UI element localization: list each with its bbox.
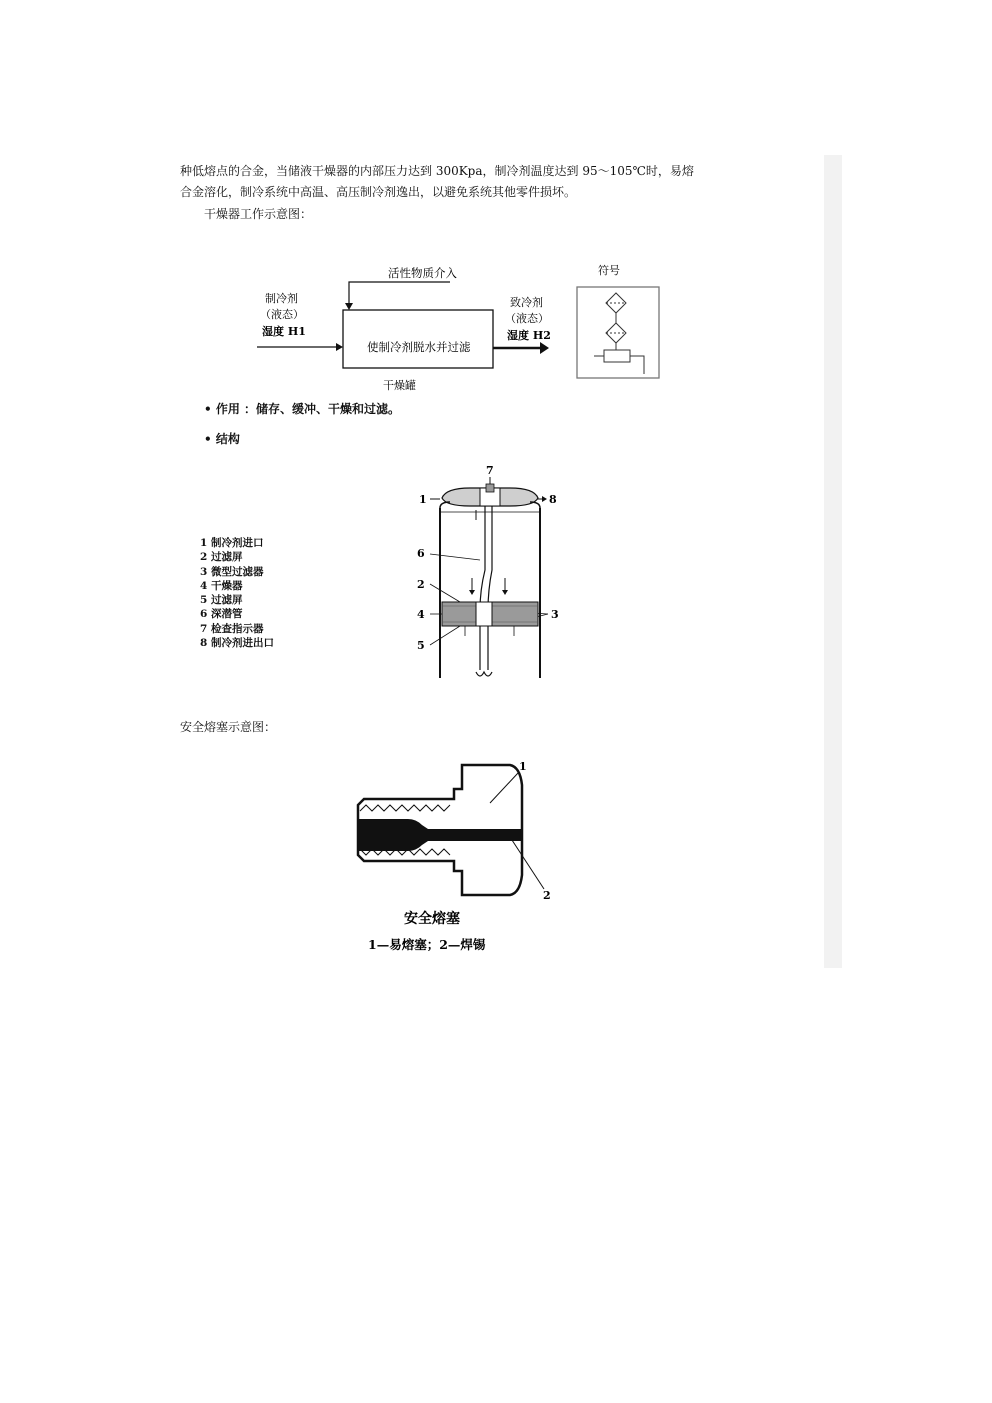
flow-top-arrow-line: [349, 282, 450, 304]
fusible-plug-diagram: [350, 755, 560, 960]
paragraph-line-1: 种低熔点的合金，当储液干燥器的内部压力达到 300Kpa，制冷剂温度达到 95～105℃时，易熔: [180, 164, 694, 178]
legend-item: 3 微型过滤器: [200, 565, 264, 578]
callout-6: 6: [417, 547, 425, 560]
flow-process-box: [343, 310, 493, 368]
fuse-subtitle: 1—易熔塞；2—焊锡: [368, 937, 486, 952]
legend-item: 5 过滤屏: [200, 594, 243, 607]
legend-item: 8 制冷剂进出口: [200, 637, 274, 650]
bullet-function: • 作用 ：储存、缓冲、干燥和过滤。: [204, 402, 401, 416]
symbol-title: 符号: [598, 264, 620, 277]
flow-right-label-1: 致冷剂: [510, 296, 543, 309]
callout-4: 4: [417, 608, 425, 621]
fuse-callout-1: 1: [519, 760, 527, 773]
callout-3: 3: [551, 608, 559, 621]
flow-top-label: 活性物质介入: [388, 266, 457, 280]
callout-7: 7: [486, 464, 494, 477]
legend-item: 7 检查指示器: [200, 622, 264, 635]
fuse-title: 安全熔塞: [404, 911, 460, 927]
bullet-structure: • 结构: [204, 432, 240, 446]
legend-item: 2 过滤屏: [200, 551, 243, 564]
flow-outlet-arrowhead: [540, 342, 549, 354]
receiver-dryer-diagram: [410, 460, 570, 685]
structure-legend: [200, 536, 274, 650]
flow-top-arrowhead: [345, 303, 353, 310]
fuse-callout-2: 2: [543, 889, 551, 902]
dryer-symbol-icon: [577, 287, 659, 378]
side-strip: [824, 155, 842, 968]
flow-left-label-2: （液态）: [260, 308, 304, 321]
legend-item: 4 干燥器: [200, 579, 243, 592]
dryer-caption: 干燥器工作示意图：: [204, 207, 313, 221]
dryer-flow-diagram: [250, 258, 670, 398]
legend-item: 1 制冷剂进口: [200, 537, 264, 549]
callout-5: 5: [417, 639, 425, 652]
flow-box-label: 使制冷剂脱水并过滤: [367, 340, 471, 354]
fuse-caption: 安全熔塞示意图：: [180, 720, 277, 734]
paragraph-line-2: 合金溶化，制冷系统中高温、高压制冷剂逸出，以避免系统其他零件损坏。: [180, 185, 577, 199]
callout-1: 1: [419, 493, 427, 506]
flow-right-label-3: 湿度 H2: [507, 329, 551, 342]
callout-8: 8: [549, 493, 557, 506]
callout-2: 2: [417, 578, 425, 591]
legend-item: 6 深潜管: [200, 608, 243, 621]
flow-bottom-label: 干燥罐: [383, 379, 416, 392]
flow-inlet-arrowhead: [336, 343, 343, 351]
flow-right-label-2: （液态）: [505, 312, 549, 325]
flow-left-label-3: 湿度 H1: [262, 325, 306, 338]
flow-left-label-1: 制冷剂: [265, 292, 298, 305]
